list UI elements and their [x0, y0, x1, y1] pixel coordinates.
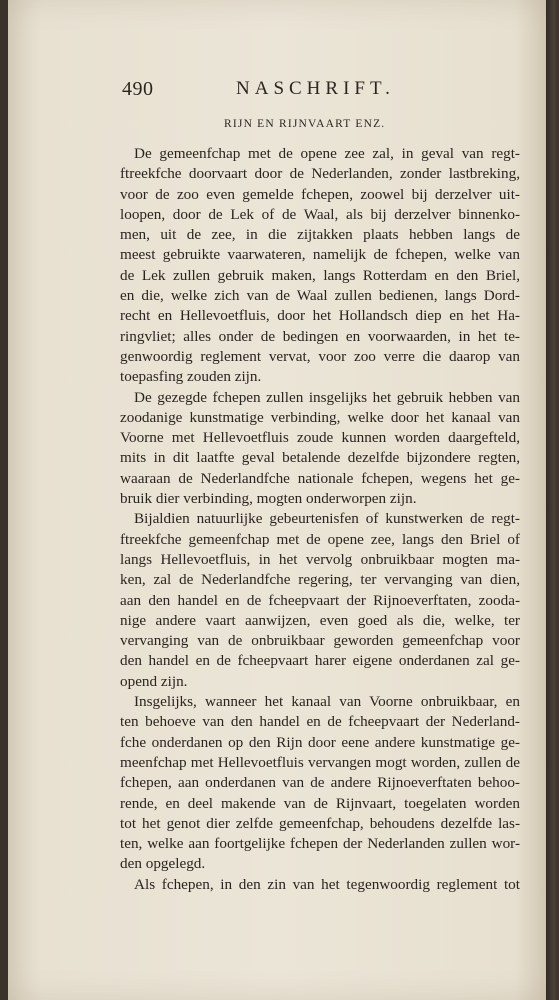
text-line: toepasfing zouden zijn.	[120, 368, 262, 386]
text-line: ken, zal de Nederlandfche regering, ter vervanging van dien,	[120, 571, 520, 589]
text-line: langs Hellevoetfluis, in het vervolg onbruikbaar mogten ma-	[120, 550, 520, 568]
text-line: Bijaldien natuurlijke gebeurtenisfen of kunstwerken de regt-	[134, 510, 520, 528]
text-line: fchepen, aan onderdanen van de andere Rijnoeverftaten behoo-	[120, 774, 520, 792]
text-line: Voorne met Hellevoetfluis zoude kunnen worden daargefteld,	[120, 429, 520, 447]
text-line: Als fchepen, in den zin van het tegenwoordig reglement tot	[134, 875, 520, 893]
book-spine-edge	[546, 0, 559, 1000]
text-line: opend zijn.	[120, 672, 188, 690]
text-line: den opgelegd.	[120, 855, 206, 873]
book-page	[8, 0, 546, 1000]
text-line: rende, en deel makende van de Rijnvaart, toegelaten worden	[120, 794, 520, 812]
text-line: den handel en de fcheepvaart harer eigene onderdanen zal ge-	[120, 652, 520, 670]
text-line: mits in dit laatfte geval betalende dezelfde bijzondere regten,	[120, 449, 520, 467]
text-line: ten behoeve van den handel en de fcheepvaart der Nederland-	[120, 713, 520, 731]
text-line: De gemeenfchap met de opene zee zal, in geval van regt-	[134, 145, 520, 162]
text-line: recht en Hellevoetfluis, door het Hollandsch diep en het Ha-	[120, 307, 520, 325]
text-line: loopen, door de Lek of de Waal, als bij derzelver binnenko-	[120, 205, 520, 223]
text-line: de Lek zullen gebruik maken, langs Rotterdam en den Briel,	[120, 266, 520, 284]
section-heading: RIJN EN RIJNVAART ENZ.	[224, 118, 386, 130]
text-line: ten, welke aan foortgelijke fchepen der Nederlanden zullen wor-	[120, 835, 520, 853]
text-line: genwoordig reglement vervat, voor zoo verre die daarop van	[120, 347, 520, 365]
text-line: meest gebruikte vaarwateren, namelijk de fchepen, welke van	[120, 246, 520, 264]
text-line: aan den handel en de fcheepvaart der Rijnoeverftaten, zooda-	[120, 591, 520, 609]
running-head	[108, 76, 518, 106]
body-text	[120, 144, 520, 895]
text-line: tot het genot dier zelfde gemeenfchap, behoudens dezelfde las-	[120, 814, 520, 832]
text-line: ftreekfche gemeenfchap met de opene zee, langs den Briel of	[120, 530, 520, 548]
text-line: ftreekfche doorvaart door de Nederlanden, zonder lastbreking,	[120, 165, 520, 183]
text-line: nige andere vaart aanwijzen, even goed als die, welke, ter	[120, 611, 520, 629]
text-line: zoodanige kunstmatige verbinding, welke door het kanaal van	[120, 408, 520, 426]
text-line: De gezegde fchepen zullen insgelijks het gebruik hebben van	[134, 388, 520, 406]
running-title: NASCHRIFT.	[236, 78, 395, 99]
text-line: meenfchap met Hellevoetfluis vervangen mogt worden, zullen de	[120, 753, 520, 771]
page-number: 490	[122, 78, 154, 100]
text-line: vervanging van de onbruikbaar geworden gemeenfchap voor	[120, 632, 520, 650]
text-line: ringvliet; alles onder de bedingen en voorwaarden, in het te-	[120, 327, 520, 345]
text-line: waaraan de Nederlandfche nationale fchepen, wegens het ge-	[120, 469, 520, 487]
text-line: Insgelijks, wanneer het kanaal van Voorne onbruikbaar, en	[134, 693, 520, 711]
text-line: bruik dier verbinding, mogten onderworpen zijn.	[120, 490, 417, 508]
text-line: fche onderdanen op den Rijn door eene andere kunstmatige ge-	[120, 733, 520, 751]
text-line: en die, welke zich van de Waal zullen bedienen, langs Dord-	[120, 287, 520, 305]
text-line: voor de zoo even gemelde fchepen, zoowel bij derzelver uit-	[120, 185, 520, 203]
text-line: men, uit de zee, in die zijtakken plaats hebben langs de	[120, 226, 520, 244]
